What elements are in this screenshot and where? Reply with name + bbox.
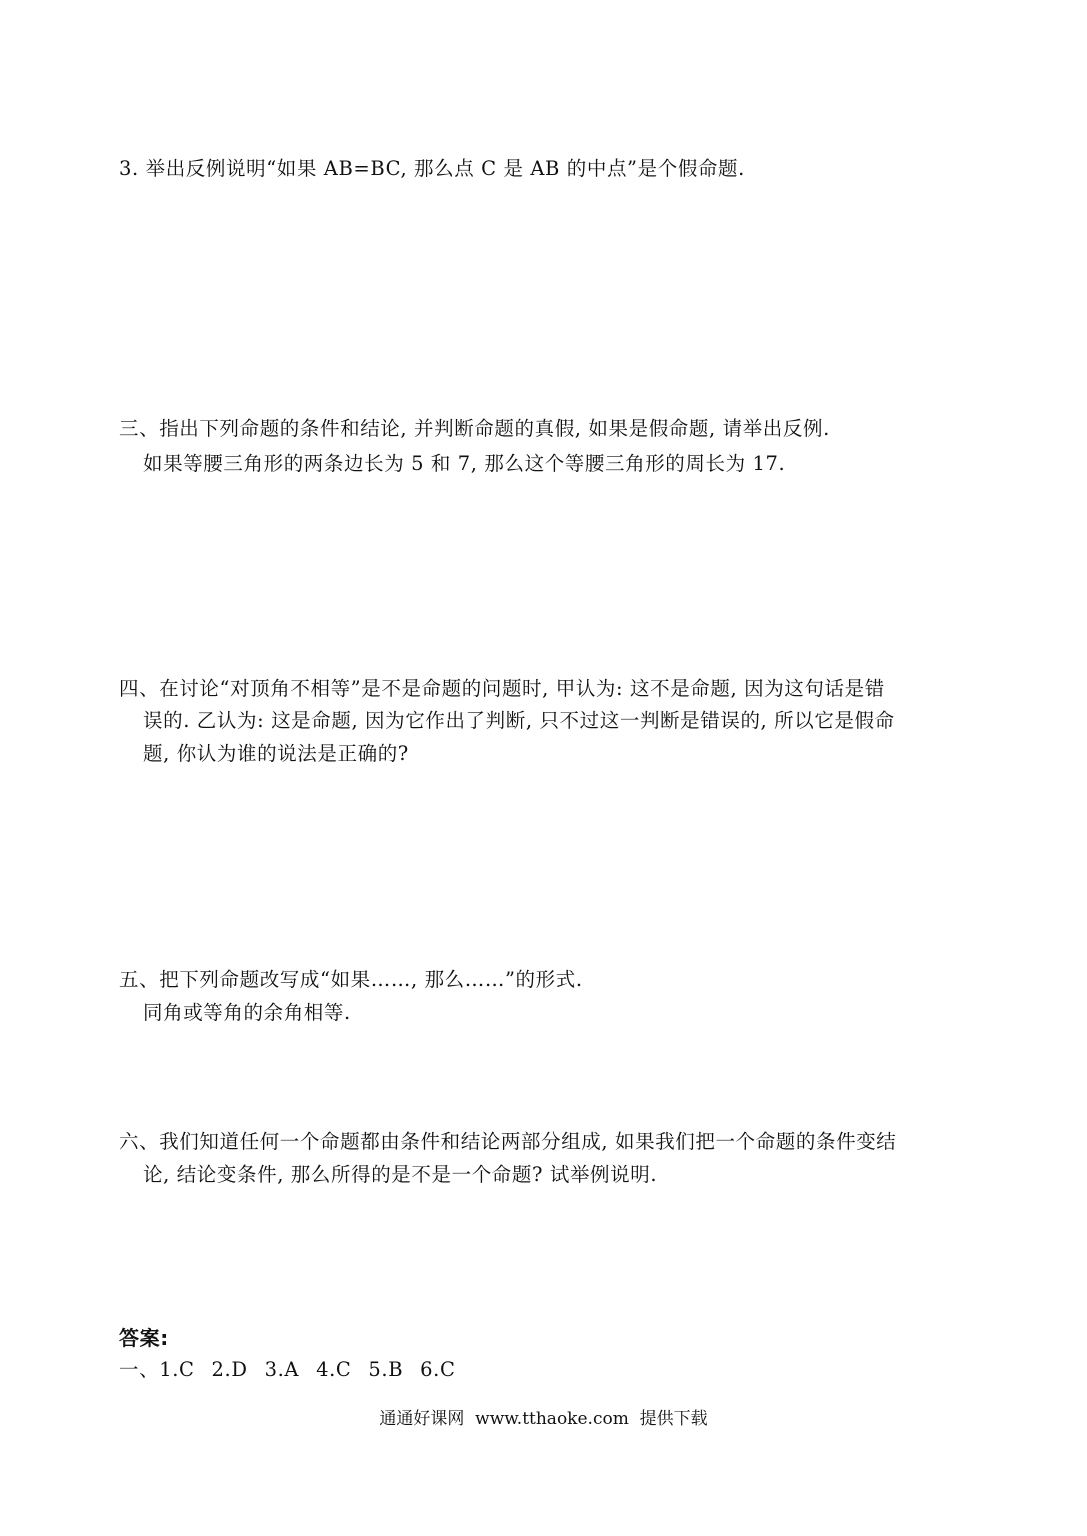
question-3-line-2: 如果等腰三角形的两条边长为 5 和 7, 那么这个等腰三角形的周长为 17. [143, 452, 786, 475]
answer-item: 2.D [211, 1358, 248, 1381]
answer-item: 3.A [264, 1358, 300, 1381]
question-6-line-2: 论, 结论变条件, 那么所得的是不是一个命题? 试举例说明. [143, 1163, 658, 1186]
answer-item: 1.C [159, 1358, 195, 1381]
question-5-line-2: 同角或等角的余角相等. [143, 1001, 351, 1024]
question-3-line-1: 三、指出下列命题的条件和结论, 并判断命题的真假, 如果是假命题, 请举出反例. [119, 417, 830, 440]
question-4-line-2: 误的. 乙认为: 这是命题, 因为它作出了判断, 只不过这一判断是错误的, 所以它是假命 [143, 709, 895, 732]
answer-item: 5.B [368, 1358, 404, 1381]
footer-url: www.tthaoke.com [475, 1409, 629, 1429]
answer-item: 4.C [316, 1358, 352, 1381]
question-4-line-1: 四、在讨论“对顶角不相等”是不是命题的问题时, 甲认为: 这不是命题, 因为这句话是错 [119, 677, 885, 700]
footer-suffix: 提供下载 [639, 1409, 708, 1429]
answers-heading: 答案: [119, 1326, 169, 1350]
answer-item: 6.C [420, 1358, 456, 1381]
question-6-line-1: 六、我们知道任何一个命题都由条件和结论两部分组成, 如果我们把一个命题的条件变结 [119, 1130, 897, 1153]
question-4-line-3: 题, 你认为谁的说法是正确的? [143, 742, 409, 765]
question-2-3-line-1: 3. 举出反例说明“如果 AB=BC, 那么点 C 是 AB 的中点”是个假命题. [119, 157, 745, 180]
answers-row [119, 1358, 455, 1382]
answers-section-label: 一、 [119, 1358, 160, 1381]
page-footer [0, 1408, 1087, 1430]
question-5-line-1: 五、把下列命题改写成“如果……, 那么……”的形式. [119, 968, 583, 991]
answers-list [159, 1358, 455, 1381]
footer-site-name: 通通好课网 [379, 1409, 465, 1429]
